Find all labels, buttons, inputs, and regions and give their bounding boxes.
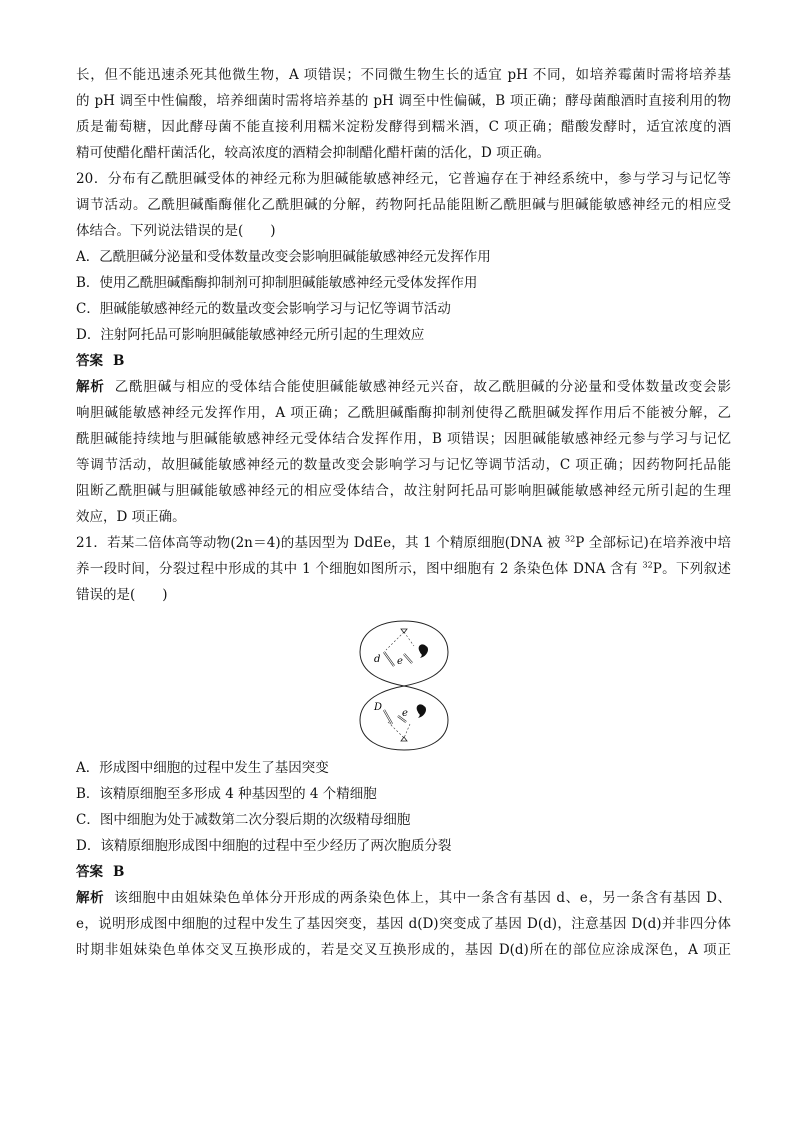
analysis-line: 酰胆碱能持续地与胆碱能敏感神经元受体结合发挥作用，B 项错误；因胆碱能敏感神经元参与学习与记忆 [76, 431, 731, 447]
analysis-line: 阻断乙酰胆碱与胆碱能敏感神经元的相应受体结合，故注射阿托品可影响胆碱能敏感神经元所引起的生理 [76, 483, 731, 499]
chromosome [418, 644, 427, 658]
analysis-line: 响胆碱能敏感神经元发挥作用，A 项正确；乙酰胆碱酯酶抑制剂使得乙酰胆碱发挥作用后不能被分解，乙 [76, 405, 731, 421]
analysis-line: 效应，D 项正确。 [76, 509, 186, 525]
gene-label-d: d [373, 654, 380, 665]
analysis-line: 解析 乙酰胆碱与相应的受体结合能使胆碱能敏感神经元兴奋，故乙酰胆碱的分泌量和受体数量改变会影 [76, 379, 732, 395]
answer-row [76, 859, 731, 885]
text-line: 精可使醋化醋杆菌活化，较高浓度的酒精会抑制醋化醋杆菌的活化，D 项正确。 [76, 145, 551, 161]
chromosome [404, 654, 412, 663]
previous-analysis [76, 62, 731, 166]
answer-value: B [113, 864, 125, 880]
analysis-line: e，说明形成图中细胞的过程中发生了基因突变，基因 d(D)突变成了基因 D(d)，注意基因 D(d)并非四分体 [76, 916, 731, 932]
gene-label-e: e [401, 708, 408, 719]
chromosome [384, 710, 392, 724]
question-stem: 21．若某二倍体高等动物(2n＝4)的基因型为 DdEe，其 1 个精原细胞(DNA 被 $^{32}$P 全部标记)在培养液中培 [76, 534, 731, 551]
analysis-line: 时期非姐妹染色单体交叉互换形成的，若是交叉互换形成的，基因 D(d)所在的部位应涂成深色，A 项正 [76, 942, 731, 958]
analysis [76, 374, 731, 530]
option-d: D．该精原细胞形成图中细胞的过程中至少经历了两次胞质分裂 [76, 838, 452, 854]
question-21 [76, 530, 731, 963]
spindle-fibre [386, 632, 404, 650]
answer-row [76, 348, 731, 374]
answer-value: B [113, 353, 125, 369]
option-c: C．图中细胞为处于减数第二次分裂后期的次级精母细胞 [76, 812, 411, 828]
spindle-fibre [404, 632, 414, 646]
text-line: 的 pH 调至中性偏酸，培养细菌时需将培养基的 pH 调至中性偏碱，B 项正确；酵母菌酿酒时直接利用的物 [76, 93, 731, 109]
question-20 [76, 166, 731, 530]
gene-label-D: D [373, 702, 382, 713]
option-a: A．形成图中细胞的过程中发生了基因突变 [76, 760, 329, 776]
analysis-line: 等调节活动，故胆碱能敏感神经元的数量改变会影响学习与记忆等调节活动，C 项正确；因药物阿托品能 [76, 457, 731, 473]
option-a: A．乙酰胆碱分泌量和受体数量改变会影响胆碱能敏感神经元发挥作用 [76, 249, 491, 265]
question-stem: 养一段时间，分裂过程中形成的其中 1 个细胞如图所示，图中细胞有 2 条染色体 DNA 含有 $^{32}$P。下列叙述 [76, 560, 731, 577]
text-line: 长，但不能迅速杀死其他微生物，A 项错误；不同微生物生长的适宜 pH 不同，如培养霉菌时需将培养基 [76, 67, 731, 83]
cell-division-figure [76, 618, 731, 753]
chromosome [416, 704, 425, 718]
spindle-fibre [404, 724, 410, 738]
option-d: D．注射阿托品可影响胆碱能敏感神经元所引起的生理效应 [76, 327, 425, 343]
answer-label: 答案 [76, 353, 103, 369]
document-page [76, 62, 731, 963]
spindle-fibre [388, 722, 404, 738]
analysis-line: 解析 该细胞中由姐妹染色单体分开形成的两条染色体上，其中一条含有基因 d、e，另一条含有基因 D、 [76, 890, 731, 906]
cell-diagram [354, 618, 454, 753]
option-b: B．该精原细胞至多形成 4 种基因型的 4 个精细胞 [76, 786, 377, 802]
cell-membrane [360, 621, 448, 750]
chromosome [384, 652, 394, 666]
question-stem: 调节活动。乙酰胆碱酯酶催化乙酰胆碱的分解，药物阿托品能阻断乙酰胆碱与胆碱能敏感神经元的相应受 [76, 197, 731, 213]
option-c: C．胆碱能敏感神经元的数量改变会影响学习与记忆等调节活动 [76, 301, 451, 317]
analysis-label: 解析 [76, 890, 105, 906]
analysis-label: 解析 [76, 379, 105, 395]
question-stem: 错误的是( ) [76, 587, 168, 603]
answer-label: 答案 [76, 864, 103, 880]
centriole [401, 629, 407, 633]
text-line: 质是葡萄糖，因此酵母菌不能直接利用糯米淀粉发酵得到糯米酒，C 项正确；醋酸发酵时，适宜浓度的酒 [76, 119, 731, 135]
analysis [76, 885, 731, 963]
centriole [401, 737, 407, 741]
question-stem: 20．分布有乙酰胆碱受体的神经元称为胆碱能敏感神经元，它普遍存在于神经系统中，参与学习与记忆等 [76, 171, 731, 187]
question-stem: 体结合。下列说法错误的是( ) [76, 223, 276, 239]
gene-label-e: e [396, 656, 403, 667]
option-b: B．使用乙酰胆碱酯酶抑制剂可抑制胆碱能敏感神经元受体发挥作用 [76, 275, 478, 291]
